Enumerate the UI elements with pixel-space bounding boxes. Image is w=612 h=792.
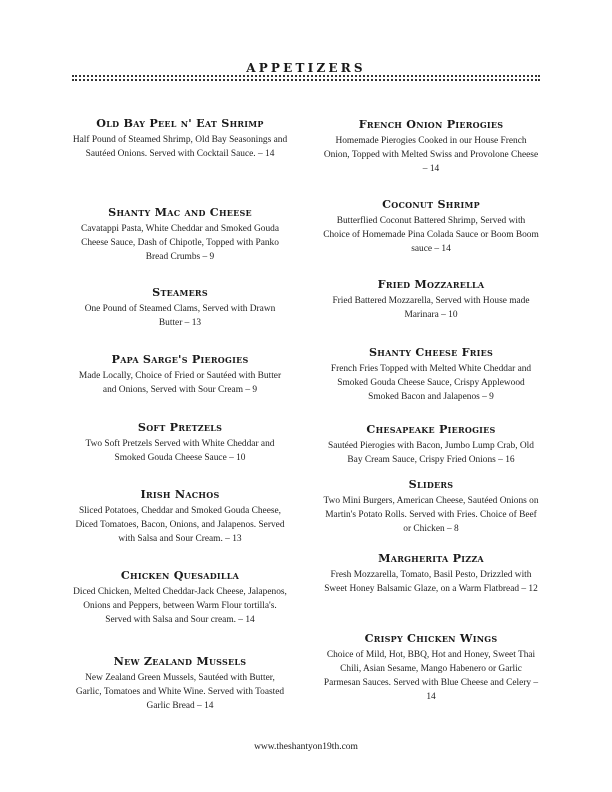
menu-item — [72, 568, 288, 627]
menu-item — [323, 551, 539, 596]
menu-item — [72, 654, 288, 713]
item-name: Fried Mozzarella — [377, 277, 485, 291]
menu-item — [323, 422, 539, 467]
item-description: Fresh Mozzarella, Tomato, Basil Pesto, Drizzled with Sweet Honey Balsamic Glaze, on a Warm Flatbread – 12 — [324, 570, 538, 594]
menu-item — [323, 117, 539, 176]
menu-item — [72, 285, 288, 330]
menu-item — [323, 477, 539, 536]
menu-item — [323, 277, 539, 322]
item-name: Coconut Shrimp — [382, 197, 480, 211]
website-footer: www.theshantyon19th.com — [254, 742, 358, 752]
item-description: Two Mini Burgers, American Cheese, Sautéed Onions on Martin's Potato Rolls. Served with Fries. Choice of Beef or Chicken – 8 — [323, 496, 539, 534]
item-name: Steamers — [152, 285, 208, 299]
item-name: Old Bay Peel n' Eat Shrimp — [96, 116, 264, 130]
item-description: Butterflied Coconut Battered Shrimp, Served with Choice of Homemade Pina Colada Sauce or Boom Boom sauce – 14 — [323, 216, 539, 254]
item-description: Fried Battered Mozzarella, Served with House made Marinara – 10 — [332, 296, 530, 320]
section-heading: APPETIZERS — [246, 61, 366, 75]
item-description: Sliced Potatoes, Cheddar and Smoked Gouda Cheese, Diced Tomatoes, Bacon, Onions, and Jalapenos. Served with Salsa and Sour Cream. – 13 — [75, 506, 285, 544]
item-name: New Zealand Mussels — [113, 654, 247, 668]
item-name: Margherita Pizza — [378, 551, 484, 565]
item-name: Sliders — [408, 477, 454, 491]
item-name: Papa Sarge's Pierogies — [111, 352, 249, 366]
menu-item — [323, 197, 539, 256]
item-description: New Zealand Green Mussels, Sautéed with Butter, Garlic, Tomatoes and White Wine. Served with Toasted Garlic Bread – 14 — [75, 673, 285, 711]
item-name: Shanty Mac and Cheese — [108, 205, 252, 219]
menu-item — [72, 420, 288, 465]
item-description: Two Soft Pretzels Served with White Cheddar and Smoked Gouda Cheese Sauce – 10 — [85, 439, 275, 463]
item-description: Homemade Pierogies Cooked in our House French Onion, Topped with Melted Swiss and Provolone Cheese – 14 — [323, 136, 539, 174]
item-name: Chicken Quesadilla — [120, 568, 240, 582]
menu-item — [323, 631, 539, 704]
item-description: Made Locally, Choice of Fried or Sautéed with Butter and Onions, Served with Sour Cream – 9 — [78, 371, 282, 395]
item-name: Shanty Cheese Fries — [368, 345, 494, 359]
menu-item — [72, 352, 288, 397]
item-name: Irish Nachos — [140, 487, 220, 501]
item-description: Diced Chicken, Melted Cheddar-Jack Cheese, Jalapenos, Onions and Peppers, between Warm Flour tortilla's. Served with Salsa and Sour cream. – 14 — [73, 587, 287, 625]
menu-item — [72, 116, 288, 161]
item-description: Sautéed Pierogies with Bacon, Jumbo Lump Crab, Old Bay Cream Sauce, Crispy Fried Onions – 16 — [328, 441, 534, 465]
item-description: French Fries Topped with Melted White Cheddar and Smoked Gouda Cheese Sauce, Crispy Applewood Smoked Bacon and Jalapenos – 9 — [330, 364, 532, 402]
item-name: French Onion Pierogies — [358, 117, 504, 131]
menu-item — [72, 205, 288, 264]
menu-item — [72, 487, 288, 546]
item-name: Chesapeake Pierogies — [366, 422, 496, 436]
item-description: Cavatappi Pasta, White Cheddar and Smoked Gouda Cheese Sauce, Dash of Chipotle, Topped with Panko Bread Crumbs – 9 — [81, 224, 279, 262]
item-description: Choice of Mild, Hot, BBQ, Hot and Honey, Sweet Thai Chili, Asian Sesame, Mango Habenero or Garlic Parmesan Sauces. Served with Blue Cheese and Celery – 14 — [323, 650, 539, 702]
menu-item — [323, 345, 539, 404]
item-name: Soft Pretzels — [137, 420, 223, 434]
item-description: One Pound of Steamed Clams, Served with Drawn Butter – 13 — [84, 304, 276, 328]
item-description: Half Pound of Steamed Shrimp, Old Bay Seasonings and Sautéed Onions. Served with Cocktail Sauce. – 14 — [72, 135, 288, 159]
item-name: Crispy Chicken Wings — [364, 631, 498, 645]
dotted-divider — [72, 79, 540, 81]
dotted-divider — [72, 75, 540, 77]
